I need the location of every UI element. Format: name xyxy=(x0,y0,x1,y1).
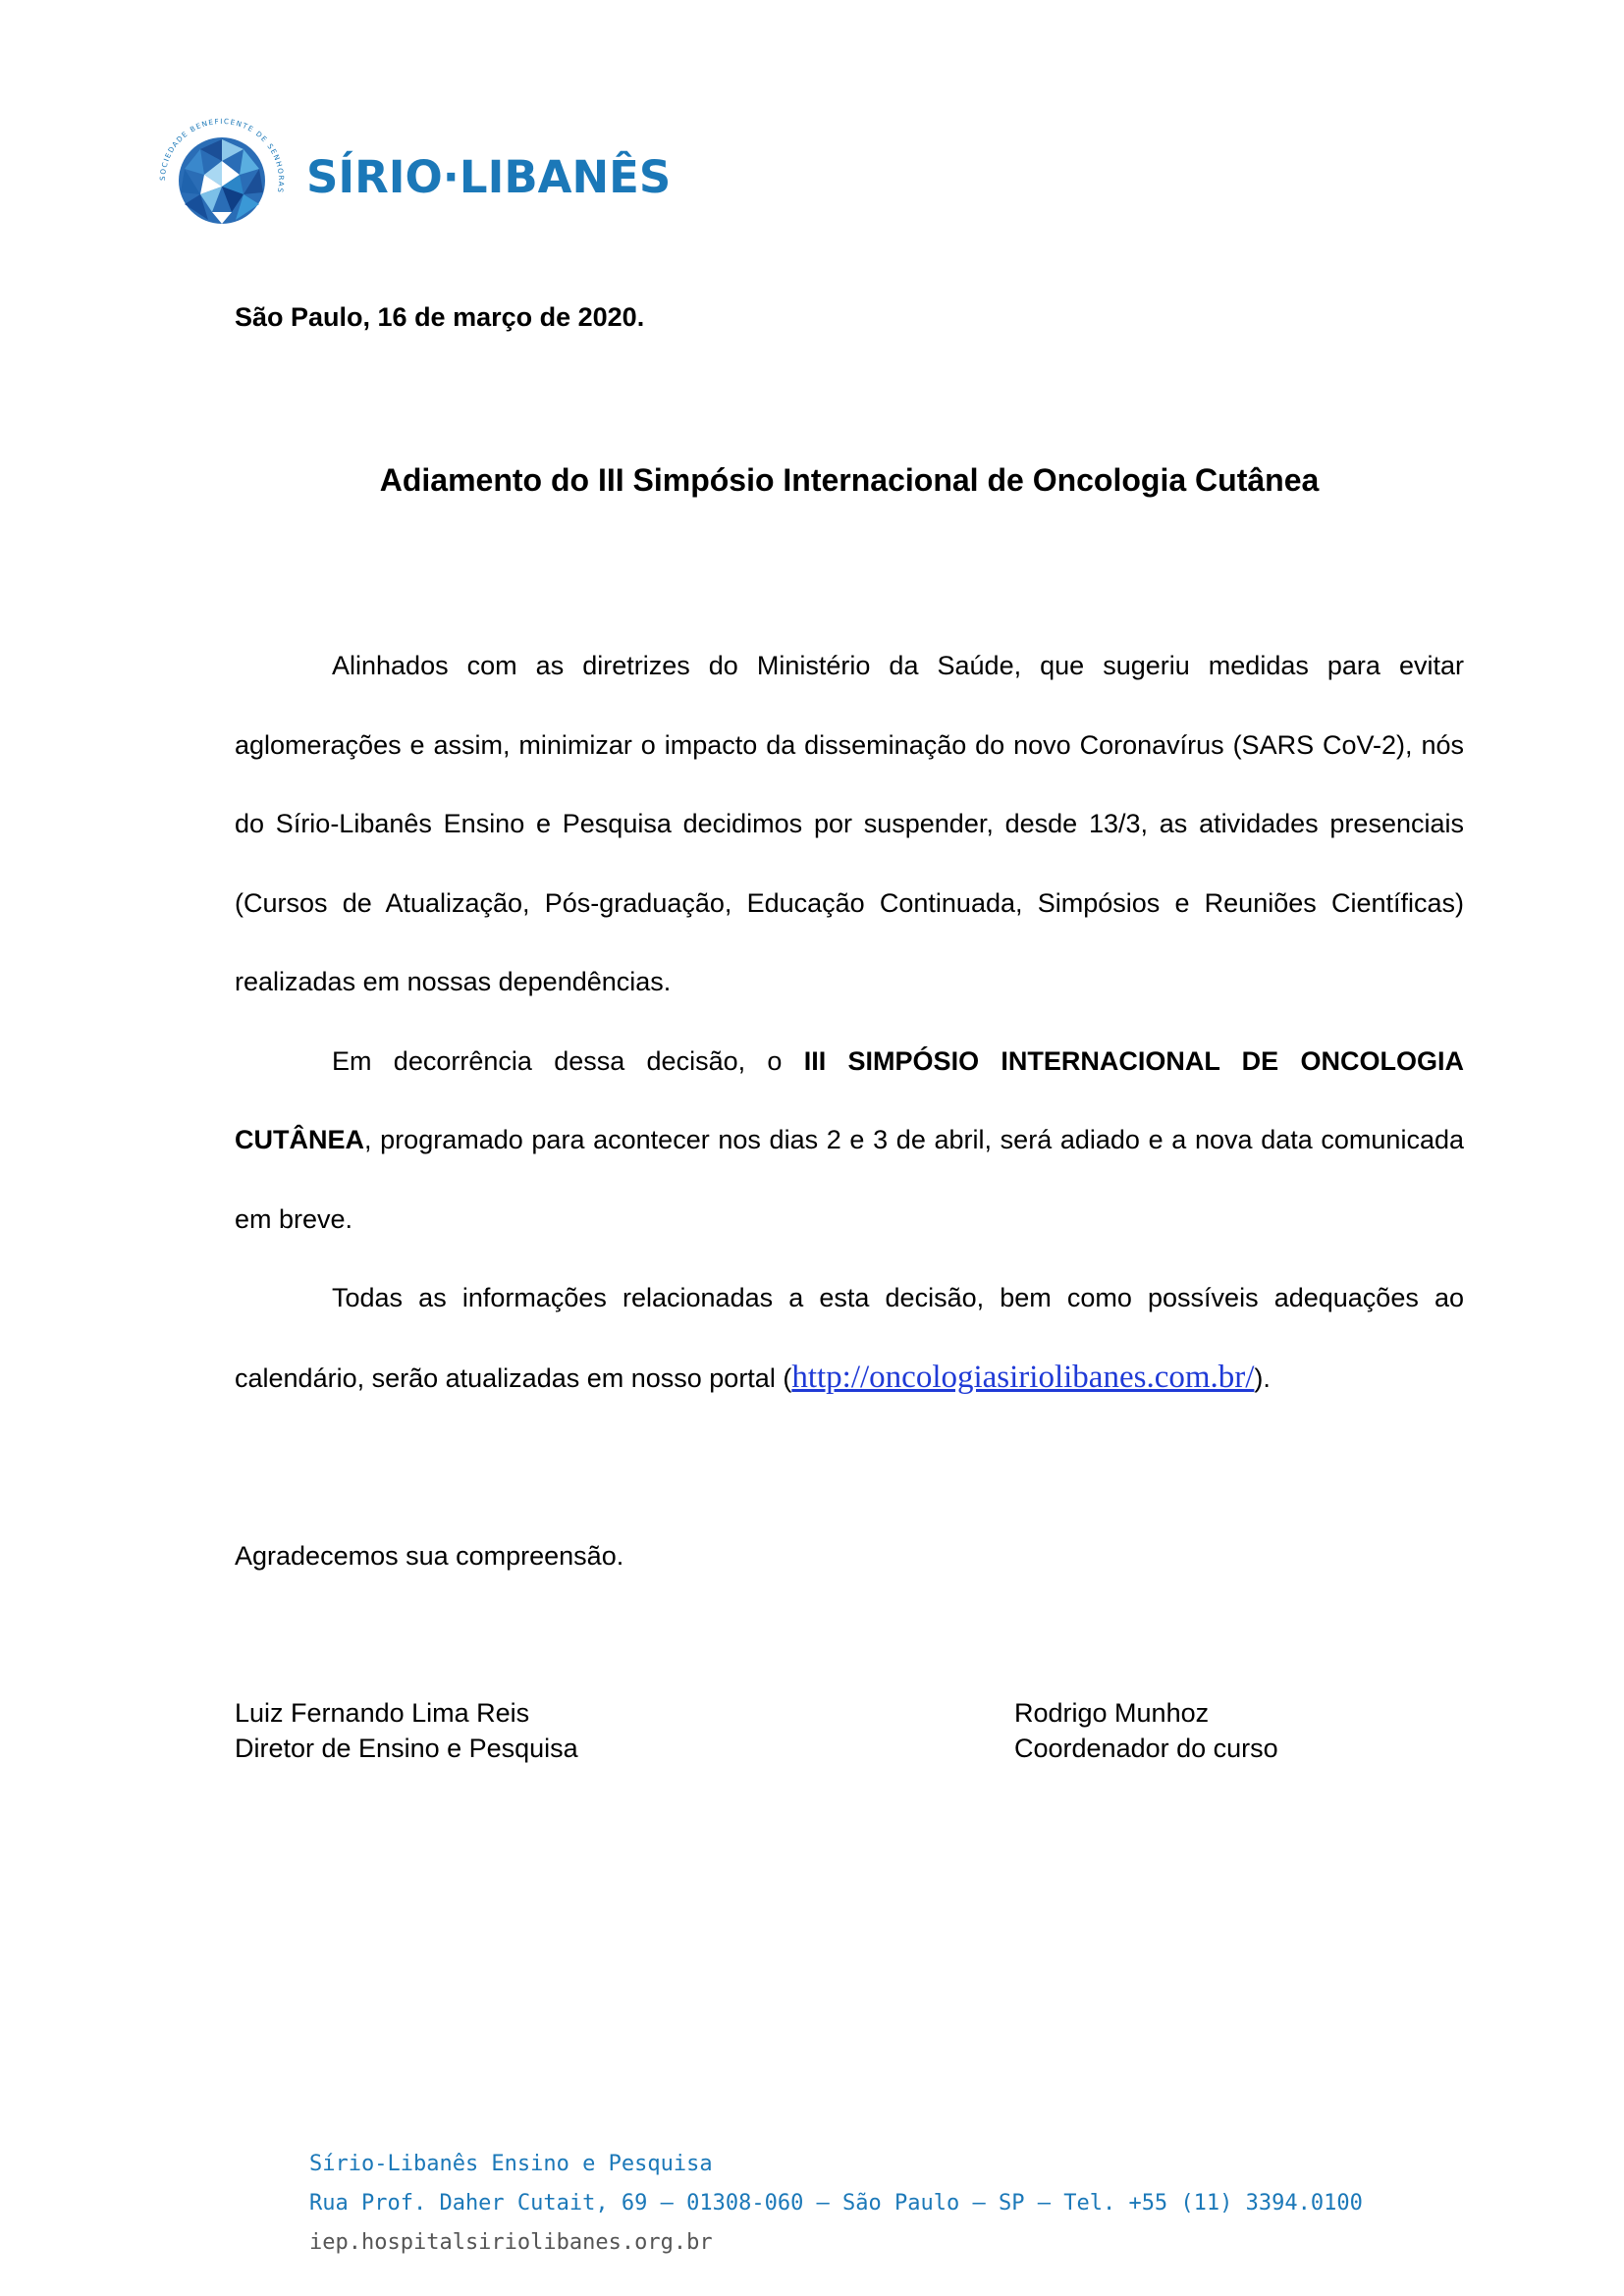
footer-website: iep.hospitalsiriolibanes.org.br xyxy=(309,2230,713,2255)
date-line: São Paulo, 16 de março de 2020. xyxy=(235,302,645,332)
paragraph-1: Alinhados com as diretrizes do Ministério da Saúde, que sugeriu medidas para evitar aglomerações e assim, minimizar o impacto da disseminação do novo Coronavírus (SARS CoV-2), nós do Sírio-Libanês Ensino e Pesquisa decidimos por suspender, desde 13/3, as atividades presenciais (Cursos de Atualização, Pós-graduação, Educação Continuada, Simpósios e Reuniões Científicas) realizadas em nossas dependências. xyxy=(235,651,1464,996)
signatory-role: Coordenador do curso xyxy=(1014,1734,1278,1763)
document-title: Adiamento do III Simpósio Internacional de Oncologia Cutânea xyxy=(379,462,1320,498)
geodesic-sphere-icon xyxy=(157,116,287,245)
signatory-role: Diretor de Ensino e Pesquisa xyxy=(235,1734,578,1763)
footer-address: Rua Prof. Daher Cutait, 69 – 01308-060 – São Paulo – SP – Tel. +55 (11) 3394.0100 xyxy=(309,2191,1363,2216)
footer xyxy=(309,2145,1363,2263)
logo xyxy=(157,116,672,245)
footer-institution: Sírio-Libanês Ensino e Pesquisa xyxy=(309,2152,713,2176)
brand-name: SÍRIO·LIBANÊS xyxy=(306,151,672,203)
closing-line: Agradecemos sua compreensão. xyxy=(235,1541,624,1571)
signature-right xyxy=(1014,1695,1278,1766)
portal-link[interactable]: http://oncologiasiriolibanes.com.br/ xyxy=(791,1359,1255,1395)
letter-body xyxy=(235,626,1464,1417)
signatory-name: Rodrigo Munhoz xyxy=(1014,1698,1210,1728)
paragraph-2-text-after: , programado para acontecer nos dias 2 e 3 de abril, será adiado e a nova data comunicada em breve. xyxy=(235,1125,1464,1234)
paragraph-2 xyxy=(235,1022,1464,1259)
paragraph-2-text-before: Em decorrência dessa decisão, o xyxy=(332,1045,804,1076)
ring-text: SOCIEDADE BENEFICENTE DE SENHORAS xyxy=(157,116,287,195)
event-name: III SIMPÓSIO INTERNACIONAL DE ONCOLOGIA CUTÂNEA xyxy=(235,1045,1464,1154)
paragraph-3 xyxy=(235,1258,1464,1417)
signature-left xyxy=(235,1695,578,1766)
signatory-name: Luiz Fernando Lima Reis xyxy=(235,1698,530,1728)
paragraph-3-text-after: ). xyxy=(1254,1362,1271,1393)
paragraph-3-text-before: Todas as informações relacionadas a esta decisão, bem como possíveis adequações ao calendário, serão atualizadas em nosso portal ( xyxy=(235,1283,1464,1393)
